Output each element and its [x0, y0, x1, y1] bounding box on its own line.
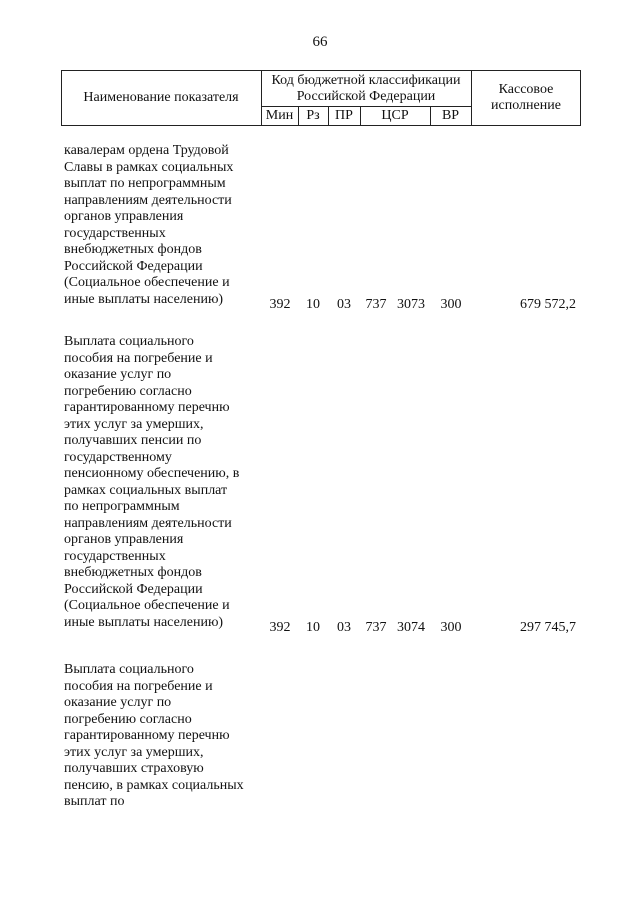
cell-amount: 679 572,2	[520, 297, 576, 312]
header-col-pr: ПР	[335, 108, 353, 123]
cell-vr: 300	[440, 297, 462, 312]
cell-csr-code: 3074	[397, 620, 425, 635]
cell-csr-code: 3073	[397, 297, 425, 312]
row-label: Выплата социального пособия на погребение и оказание услуг по погребению согласно гарантированному перечню этих услуг за умерших, получавших пенсии по государственному пенсионному обеспечению, в рамках социальных выплат по непрограммным направлениям деятельности органов управления государственных внебюджетных фондов Российской Федерации (Социальное обеспечение и иные выплаты населению)	[64, 334, 240, 630]
cell-rz: 10	[306, 297, 320, 312]
page-number: 66	[312, 34, 328, 50]
header-code-group: Код бюджетной классификации Российской Федерации	[271, 72, 461, 104]
cell-pr: 03	[337, 297, 351, 312]
row-label: Выплата социального пособия на погребение и оказание услуг по погребению согласно гарантированному перечню этих услуг за умерших, получавших страховую пенсию, в рамках социальных выплат по	[64, 662, 244, 809]
header-indicator-name: Наименование показателя	[83, 90, 239, 105]
cell-min: 392	[269, 620, 291, 635]
cell-csr-prefix: 737	[365, 297, 387, 312]
cell-amount: 297 745,7	[520, 620, 576, 635]
cell-vr: 300	[440, 620, 462, 635]
cell-pr: 03	[337, 620, 351, 635]
header-col-rz: Рз	[306, 108, 320, 123]
cell-csr-prefix: 737	[365, 620, 387, 635]
header-cash-execution: Кассовое исполнение	[491, 82, 561, 113]
cell-rz: 10	[306, 620, 320, 635]
header-col-min: Мин	[265, 108, 294, 123]
row-label: кавалерам ордена Трудовой Славы в рамках социальных выплат по непрограммным направлениям деятельности органов управления государственных внебюджетных фондов Российской Федерации (Социальное обеспечение и иные выплаты населению)	[64, 143, 234, 307]
header-col-csr: ЦСР	[381, 108, 409, 123]
header-col-vr: ВР	[441, 108, 460, 123]
cell-min: 392	[269, 297, 291, 312]
